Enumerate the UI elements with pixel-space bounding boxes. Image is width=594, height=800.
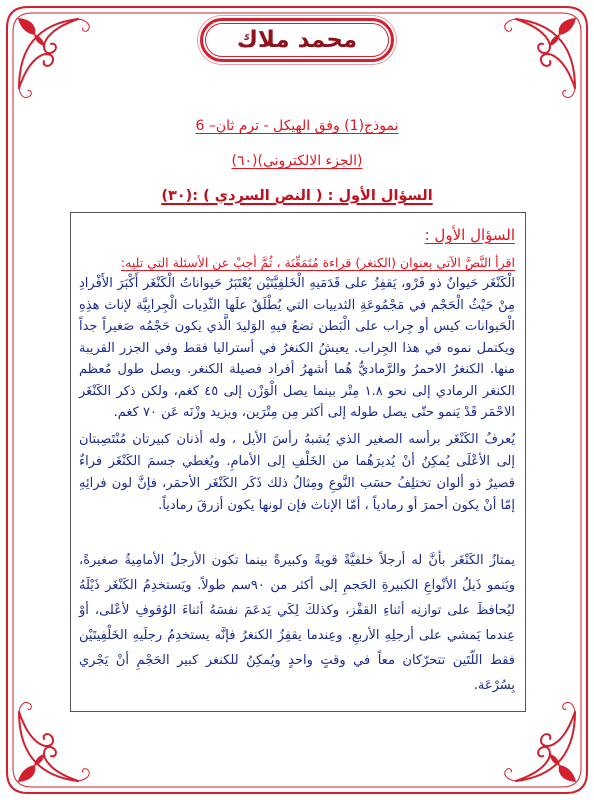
passage-paragraph [79, 429, 515, 518]
passage-line: ويكتمل نموه في هذا الجِراب. يعيشُ الكنغرُ في أستراليا فقط وفي الجزر القريبة [79, 340, 515, 356]
passage-line: الْحَيوانات كيس أو جِراب على الْبَطن تضعُ فيهِ الوَليدَ الَّذي يكون حَجْمُه صَغيراً جداً [79, 319, 515, 334]
passage-line: يُعرفُ الكَنْغَر برأسه الصغير الذي يُشبهُ رأسَ الأيل ، وله أذنان كبيرتان مُنْتَصِبتان [79, 431, 515, 447]
question-heading-text: السؤال الأول : ( النص السردي ) :(٣٠) [161, 188, 433, 204]
model-title-text: نموذج(1) وفق الهيكل - ترم ثان– 6 [195, 118, 399, 134]
passage-line: فقط اللّتَين تتحرّكان معاً في وقتٍ واحدٍ ويُمكِنُ للكنغر كبير الحَجْمِ أنْ يَجْري [79, 652, 515, 668]
passage-line: ليُحافظَ على توازنِه أثناءِ القفْز، وكذلكَ لِكَي يَدعَمَ نفسَهُ أثناءَ الوُقوفِ لأعْلى، أوْ [79, 602, 515, 618]
passage [79, 273, 515, 698]
passage-paragraph [79, 548, 515, 698]
corner-ornament-bottom-right [494, 700, 587, 793]
section-title [60, 149, 534, 172]
passage-line: ويَنمو ذَيلُ الأنْواعِ الكبيرةِ الحَجمِ إلى أكثر من ٩٠سم طولاً. ويَستخدِمُ الكَنْغَر ذَيْلَهُ [79, 577, 515, 593]
author-name: محمد ملاك [236, 27, 358, 53]
passage-line: يمتازُ الكَنْغَر بأنَّ له أرجلاً خلفيَّةً قويةً وكبيرةً بينما تكون الأرجلُ الأمامِيةُ صغيرةً، [79, 552, 515, 568]
question-label [79, 224, 515, 246]
passage-line: بِسُرْعَة. [473, 677, 515, 693]
corner-ornament-top-left [7, 7, 100, 100]
passage-line: الكنغر الرمادي إلى نحو ١.٨ مِتْر بينما يصل الْوَزْن إلى ٤٥ كغم، ولكن ذكر الكَنْغَر [79, 383, 516, 399]
passage-paragraph [79, 273, 515, 424]
passage-line: منها. الكنغرُ الاحمرُ والرَّماديُّ هُما أشهرُ أفراد فصيلة الكنغر. ويصل طول مُعظم [79, 362, 515, 377]
corner-ornament-top-right [494, 7, 587, 100]
passage-line: الاحْمَر قَدْ يَنمو حتّى يصل طوله إلى أكثر مِن مِتْرَين، ويزيد وزْنَه عَن ٧٠ كغم. [113, 405, 515, 420]
passage-line: عِندما يَمشي على أرجلِهِ الأربعِ. وعِندما يقفِزُ الكنغرُ فإنَّه يستخدِمُ رجلَيهِ الخَلْفِيتَيْن [79, 627, 515, 643]
section-title-text: (الجزء الالكتروني)(٦٠) [231, 153, 363, 169]
passage-line: الْكَنْغَر حَيوانٌ ذو فَرْو، يَقفِزُ على قَدَمَيهِ الْخَلفِيَّتَيْن يُعْتَبَرُ حَيواناتُ الْكَنْغَر أَكْبَرَ الأَفْرادِ [79, 276, 515, 291]
question-label-text: السؤال الأول : [424, 226, 515, 244]
passage-line: مِنْ حَيْثُ الْحَجْم في مَجْمُوعَةِ الثدييات التي يُطْلَقُ علَها الثّدِيات الْجِرابِيَّة لإناث هذِهِ [79, 297, 515, 313]
passage-line: إلى الأعْلَى يُمكِنُ أنْ يُديرَهُما من الخَلْفِ إلى الأمامِ. ويُغطي جسمَ الكَنْغَر فراءٌ [79, 453, 515, 469]
model-title [60, 114, 534, 137]
passage-line: إمّا أنْ يكون أحمرَ أو رمادياً ، أمّا الإناث فإن لونها يكون أزرقَ رمادياً. [158, 498, 515, 514]
passage-line: قصيرٌ ذو ألوان تختلِفُ حسَب النَّوعِ ومِثالُ ذلك ذَكَر الكَنْغَر الأحمَر، فإنَّ لون فرائِهِ [79, 476, 515, 492]
corner-ornament-bottom-left [7, 700, 100, 793]
instruction: اقرأ النَّصَّ الآتي بعنوان (الكنغر) قراءة مُتَمَعِّنَة ، ثُمَّ أجبْ عن الأسئلة التي تليه: [120, 255, 515, 270]
question-heading [60, 184, 534, 207]
question-box [70, 212, 526, 712]
author-name-banner [200, 18, 394, 62]
